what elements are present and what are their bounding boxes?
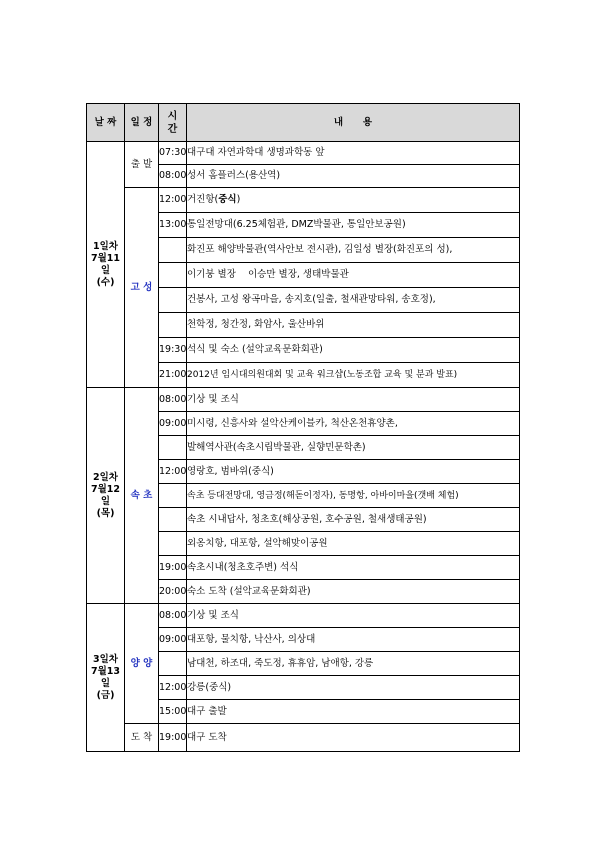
content-cell: 석식 및 숙소 (설악교육문화회관) xyxy=(187,338,520,363)
time-cell: 20:00 xyxy=(159,580,187,604)
time-cell: 09:00 xyxy=(159,628,187,652)
day1-loc-main: 고 성 xyxy=(125,188,159,388)
content-cell: 성서 홈플러스(용산역) xyxy=(187,165,520,188)
content-cell xyxy=(187,188,520,213)
time-cell xyxy=(159,288,187,313)
time-cell: 15:00 xyxy=(159,700,187,724)
date-line: (금) xyxy=(96,689,115,701)
content-cell: 통일전망대(6.25체험관, DMZ박물관, 통일안보공원) xyxy=(187,213,520,238)
date-line: 일 xyxy=(100,264,111,276)
day3-date xyxy=(87,604,125,752)
day3-loc: 양 양 xyxy=(125,604,159,724)
time-cell: 13:00 xyxy=(159,213,187,238)
header-content: 내 용 xyxy=(187,104,520,142)
day1-date xyxy=(87,142,125,388)
content-cell: 대포항, 물치항, 낙산사, 의상대 xyxy=(187,628,520,652)
date-line: 7월12 xyxy=(90,483,120,495)
content-cell: 기상 및 조식 xyxy=(187,388,520,412)
time-cell xyxy=(159,436,187,460)
day3-loc-arrive: 도 착 xyxy=(125,724,159,752)
content-bold: 중식 xyxy=(218,194,237,205)
time-cell xyxy=(159,238,187,263)
time-cell: 21:00 xyxy=(159,363,187,388)
content-cell: 천학정, 청간정, 화암사, 울산바위 xyxy=(187,313,520,338)
time-cell: 08:00 xyxy=(159,388,187,412)
content-cell: 속초 시내답사, 청초호(해상공원, 호수공원, 철새생태공원) xyxy=(187,508,520,532)
time-cell xyxy=(159,652,187,676)
time-cell: 19:30 xyxy=(159,338,187,363)
date-line: (목) xyxy=(96,507,115,519)
time-cell xyxy=(159,532,187,556)
content-cell: 건봉사, 고성 왕곡마을, 송지호(일출, 철새관망타워, 송호정), xyxy=(187,288,520,313)
content-cell: 외옹치항, 대포항, 설악해맞이공원 xyxy=(187,532,520,556)
header-time-line2: 간 xyxy=(167,123,178,135)
time-cell xyxy=(159,263,187,288)
date-line: 3일차 xyxy=(93,653,118,665)
table-row xyxy=(87,724,520,752)
header-time-line1: 시 xyxy=(167,110,178,122)
time-cell: 09:00 xyxy=(159,412,187,436)
content-cell: 강릉(중식) xyxy=(187,676,520,700)
content-text: 거진항( xyxy=(187,194,219,205)
content-cell: 영랑호, 범바위(중식) xyxy=(187,460,520,484)
time-cell: 08:00 xyxy=(159,165,187,188)
content-cell: 이기붕 별장 이승만 별장, 생태박물관 xyxy=(187,263,520,288)
table-row xyxy=(87,188,520,213)
date-line: 2일차 xyxy=(93,471,118,483)
header-date: 날 짜 xyxy=(87,104,125,142)
date-line: 7월13 xyxy=(90,665,120,677)
time-cell xyxy=(159,508,187,532)
content-cell: 대구 도착 xyxy=(187,724,520,752)
content-cell: 속초시내(청초호주변) 석식 xyxy=(187,556,520,580)
content-cell: 대구대 자연과학대 생명과학동 앞 xyxy=(187,142,520,165)
content-cell: 화진포 해양박물관(역사안보 전시관), 김일성 별장(화진포의 성), xyxy=(187,238,520,263)
content-text: ) xyxy=(236,194,241,205)
day2-loc: 속 초 xyxy=(125,388,159,604)
header-row xyxy=(87,104,520,142)
date-line: (수) xyxy=(96,276,115,288)
header-time xyxy=(159,104,187,142)
content-cell: 속초 등대전망대, 영금정(해돋이정자), 동명항, 아바이마을(갯배 체험) xyxy=(187,484,520,508)
content-cell: 숙소 도착 (설악교육문화회관) xyxy=(187,580,520,604)
table-row xyxy=(87,388,520,412)
date-line: 7월11 xyxy=(90,252,120,264)
content-cell: 기상 및 조식 xyxy=(187,604,520,628)
time-cell: 19:00 xyxy=(159,556,187,580)
content-cell: 미시령, 신흥사와 설악산케이블카, 척산온천휴양촌, xyxy=(187,412,520,436)
day2-date xyxy=(87,388,125,604)
day1-loc-depart: 출 발 xyxy=(125,142,159,188)
table-row xyxy=(87,142,520,165)
schedule-table xyxy=(86,103,520,752)
date-line: 1일차 xyxy=(93,240,118,252)
header-plan: 일 정 xyxy=(125,104,159,142)
time-cell: 07:30 xyxy=(159,142,187,165)
time-cell: 12:00 xyxy=(159,676,187,700)
content-cell: 대구 출발 xyxy=(187,700,520,724)
time-cell xyxy=(159,484,187,508)
time-cell: 12:00 xyxy=(159,460,187,484)
content-cell: 2012년 임시대의원대회 및 교육 워크샵(노동조합 교육 및 분과 발표) xyxy=(187,363,520,388)
time-cell: 08:00 xyxy=(159,604,187,628)
content-cell: 발해역사관(속초시립박물관, 실향민문학촌) xyxy=(187,436,520,460)
date-line: 일 xyxy=(100,495,111,507)
date-line: 일 xyxy=(100,677,111,689)
time-cell xyxy=(159,313,187,338)
time-cell: 19:00 xyxy=(159,724,187,752)
content-cell: 남대천, 하조대, 죽도정, 휴휴암, 남애항, 강릉 xyxy=(187,652,520,676)
time-cell: 12:00 xyxy=(159,188,187,213)
table-row xyxy=(87,604,520,628)
